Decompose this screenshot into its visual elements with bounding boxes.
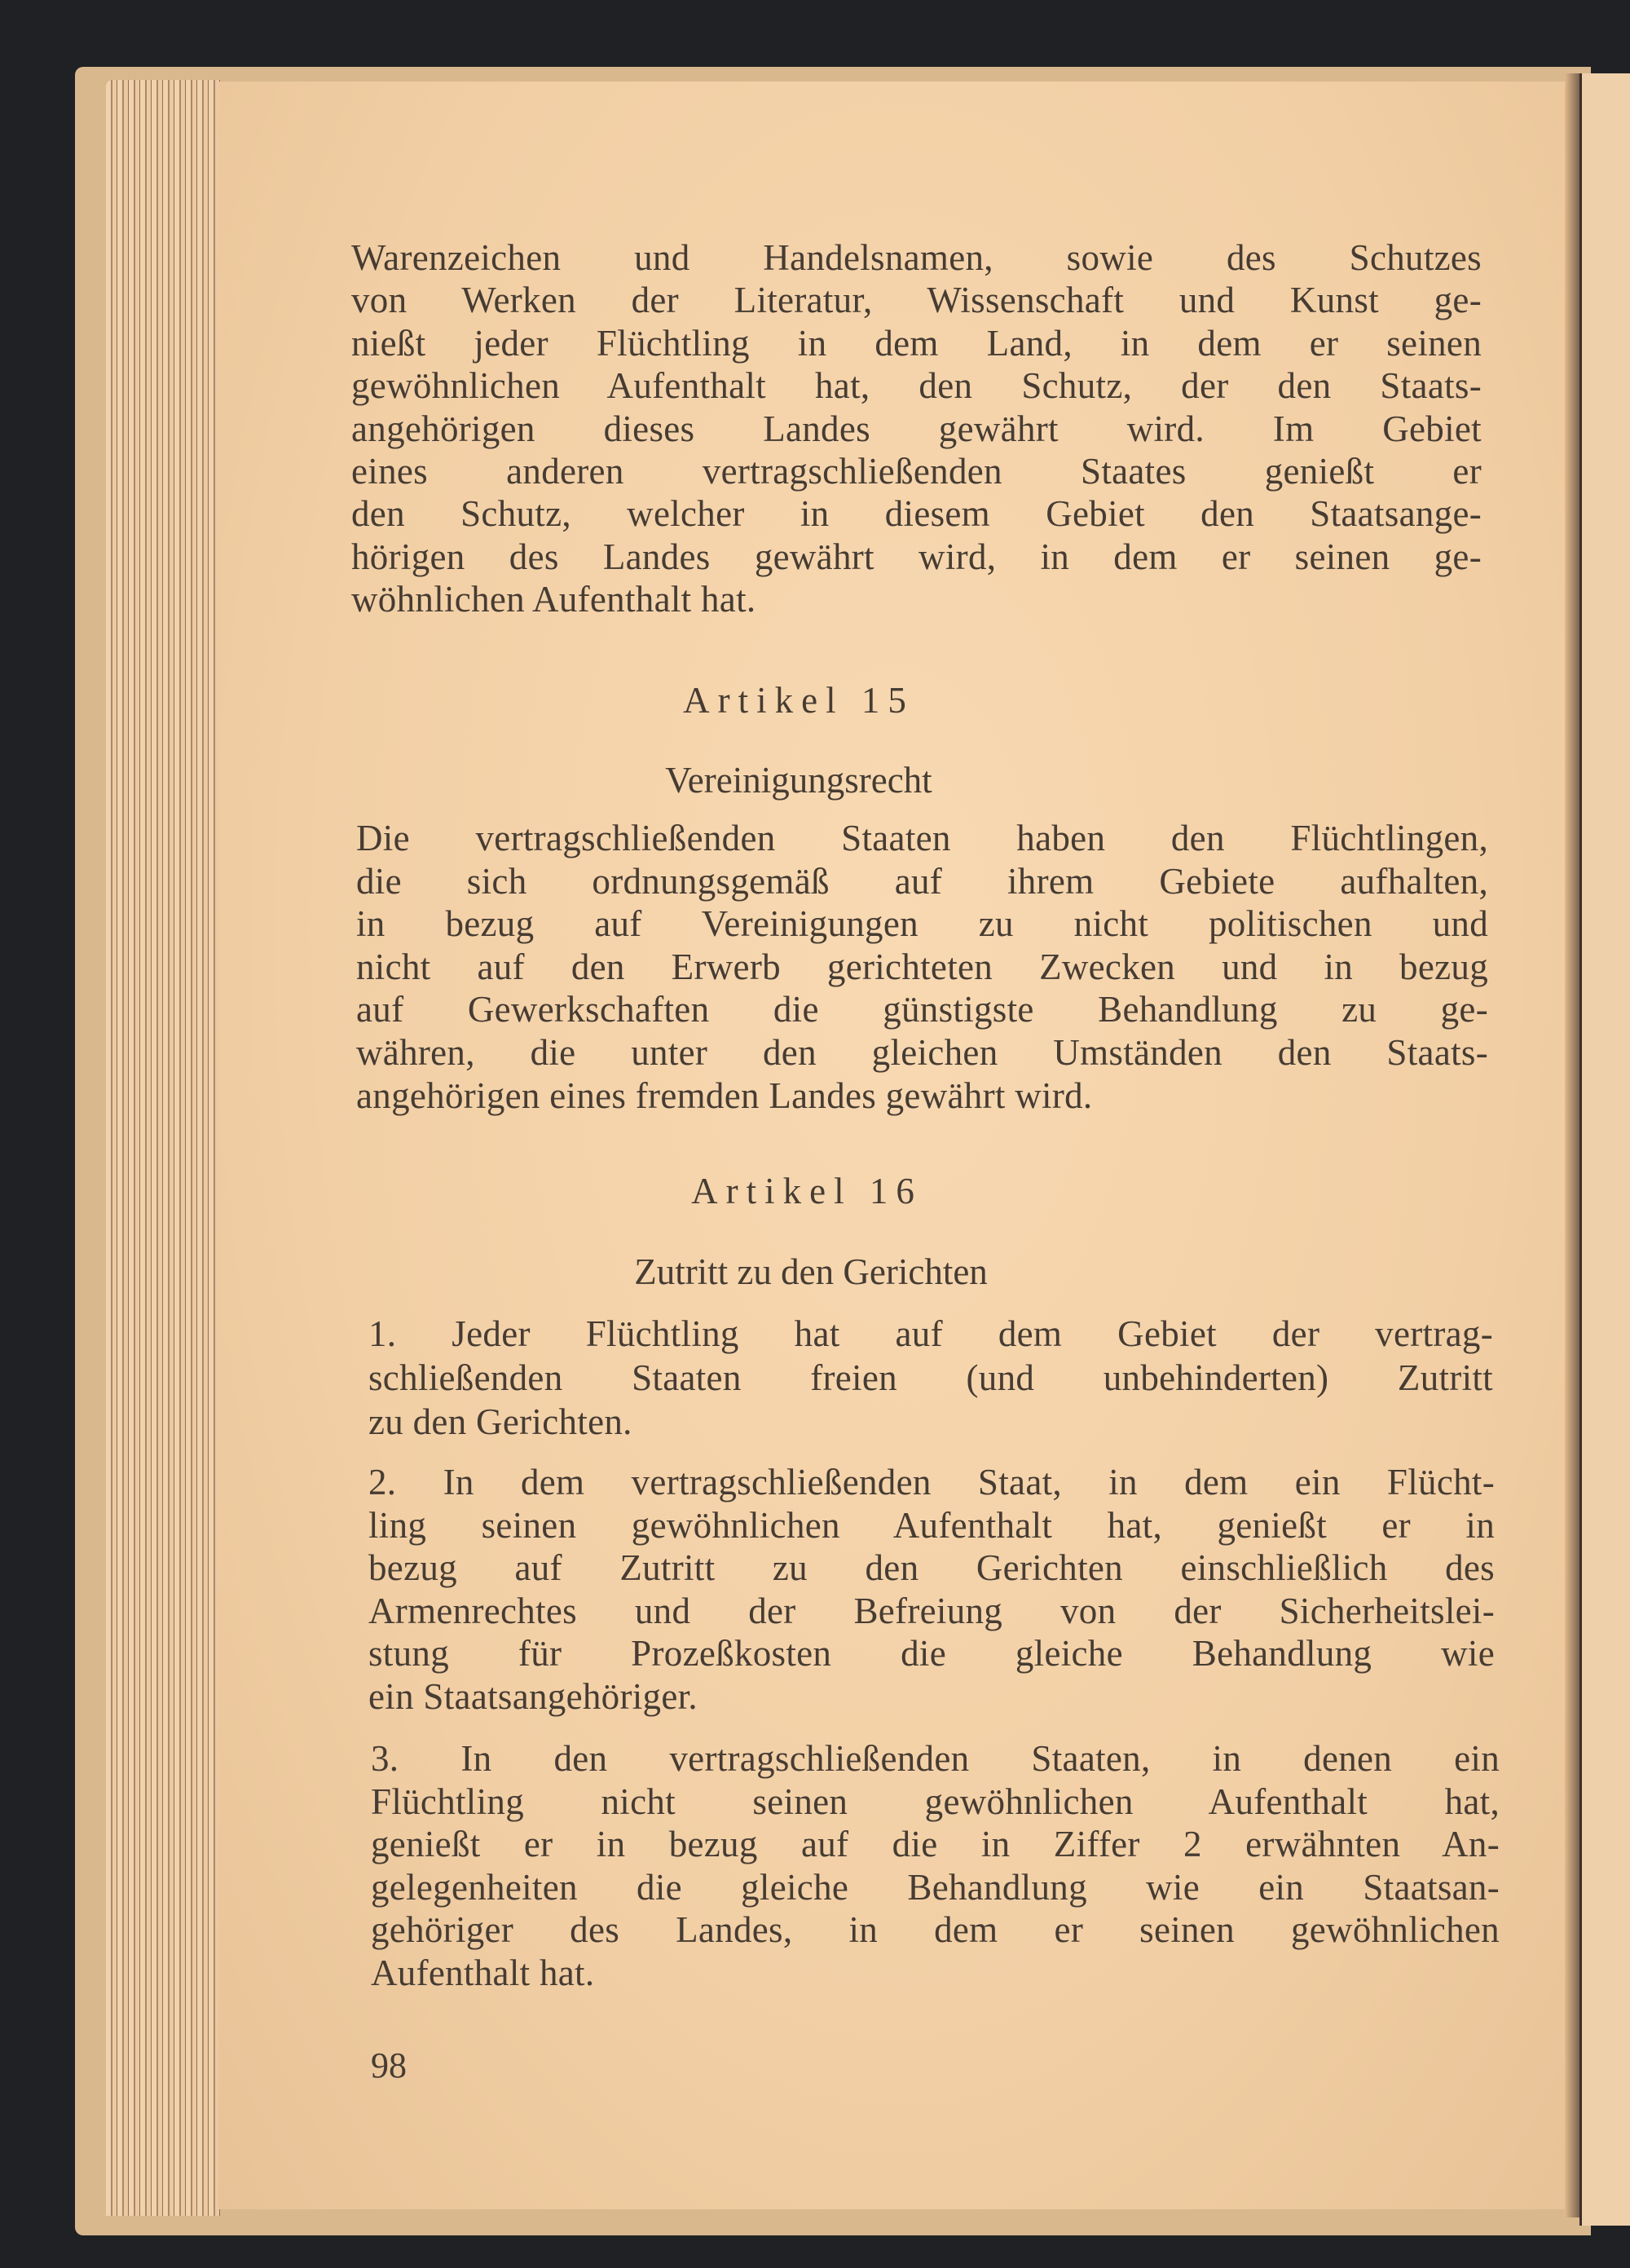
text-line: Die vertragschließenden Staaten haben den Flüchtlingen,	[356, 818, 1488, 858]
article-15-heading: Artikel 15	[683, 680, 914, 721]
text-line: nicht auf den Erwerb gerichteten Zwecken und in bezug	[356, 946, 1488, 987]
text-line: genießt er in bezug auf die in Ziffer 2 erwähnten An-	[371, 1824, 1500, 1864]
gutter-shadow	[1565, 73, 1579, 2217]
text-line: den Schutz, welcher in diesem Gebiet den Staatsange-	[351, 493, 1482, 535]
article-16-title: Zutritt zu den Gerichten	[634, 1251, 988, 1292]
text-line: Aufenthalt hat.	[371, 1952, 595, 1993]
text-line: angehörigen dieses Landes gewährt wird. Im Gebiet	[351, 408, 1482, 449]
text-line: in bezug auf Vereinigungen zu nicht politischen und	[356, 903, 1488, 945]
text-line: von Werken der Literatur, Wissenschaft und Kunst ge-	[351, 280, 1482, 321]
text-line: gewöhnlichen Aufenthalt hat, den Schutz, der den Staats-	[351, 365, 1482, 407]
text-line: wöhnlichen Aufenthalt hat.	[351, 579, 756, 620]
text-line: 2. In dem vertragschließenden Staat, in dem ein Flücht-	[368, 1462, 1495, 1502]
article-15-title: Vereinigungsrecht	[665, 760, 932, 801]
text-line: gehöriger des Landes, in dem er seinen gewöhnlichen	[371, 1909, 1500, 1950]
text-line: die sich ordnungsgemäß auf ihrem Gebiete aufhalten,	[356, 860, 1488, 902]
text-line: Flüchtling nicht seinen gewöhnlichen Aufenthalt hat,	[371, 1780, 1500, 1822]
page-edges	[106, 80, 220, 2216]
text-line: währen, die unter den gleichen Umständen den Staats-	[356, 1032, 1488, 1073]
text-line: 3. In den vertragschließenden Staaten, in denen ein	[371, 1738, 1500, 1779]
text-line: schließenden Staaten freien (und unbehinderten) Zutritt	[368, 1357, 1493, 1398]
text-line: stung für Prozeßkosten die gleiche Behandlung wie	[368, 1633, 1495, 1674]
text-line: angehörigen eines fremden Landes gewährt wird.	[356, 1074, 1093, 1116]
text-line: nießt jeder Flüchtling in dem Land, in dem er seinen	[351, 322, 1482, 364]
text-line: ein Staatsangehöriger.	[368, 1675, 698, 1717]
text-line: hörigen des Landes gewährt wird, in dem er seinen ge-	[351, 536, 1482, 577]
text-line: gelegenheiten die gleiche Behandlung wie ein Staatsan-	[371, 1866, 1500, 1908]
article-16-heading: Artikel 16	[691, 1171, 923, 1211]
text-line: ling seinen gewöhnlichen Aufenthalt hat, genießt er in	[368, 1504, 1495, 1546]
text-line: bezug auf Zutritt zu den Gerichten einschließlich des	[368, 1547, 1495, 1588]
next-page-edge	[1579, 73, 1630, 2226]
text-line: Armenrechtes und der Befreiung von der Sicherheitslei-	[368, 1590, 1495, 1631]
text-line: auf Gewerkschaften die günstigste Behandlung zu ge-	[356, 989, 1488, 1030]
text-line: 1. Jeder Flüchtling hat auf dem Gebiet der vertrag-	[368, 1313, 1493, 1354]
text-line: Warenzeichen und Handelsnamen, sowie des Schutzes	[351, 237, 1482, 278]
page-number: 98	[371, 2045, 407, 2085]
text-line: zu den Gerichten.	[368, 1401, 632, 1442]
text-line: eines anderen vertragschließenden Staates genießt er	[351, 451, 1482, 492]
